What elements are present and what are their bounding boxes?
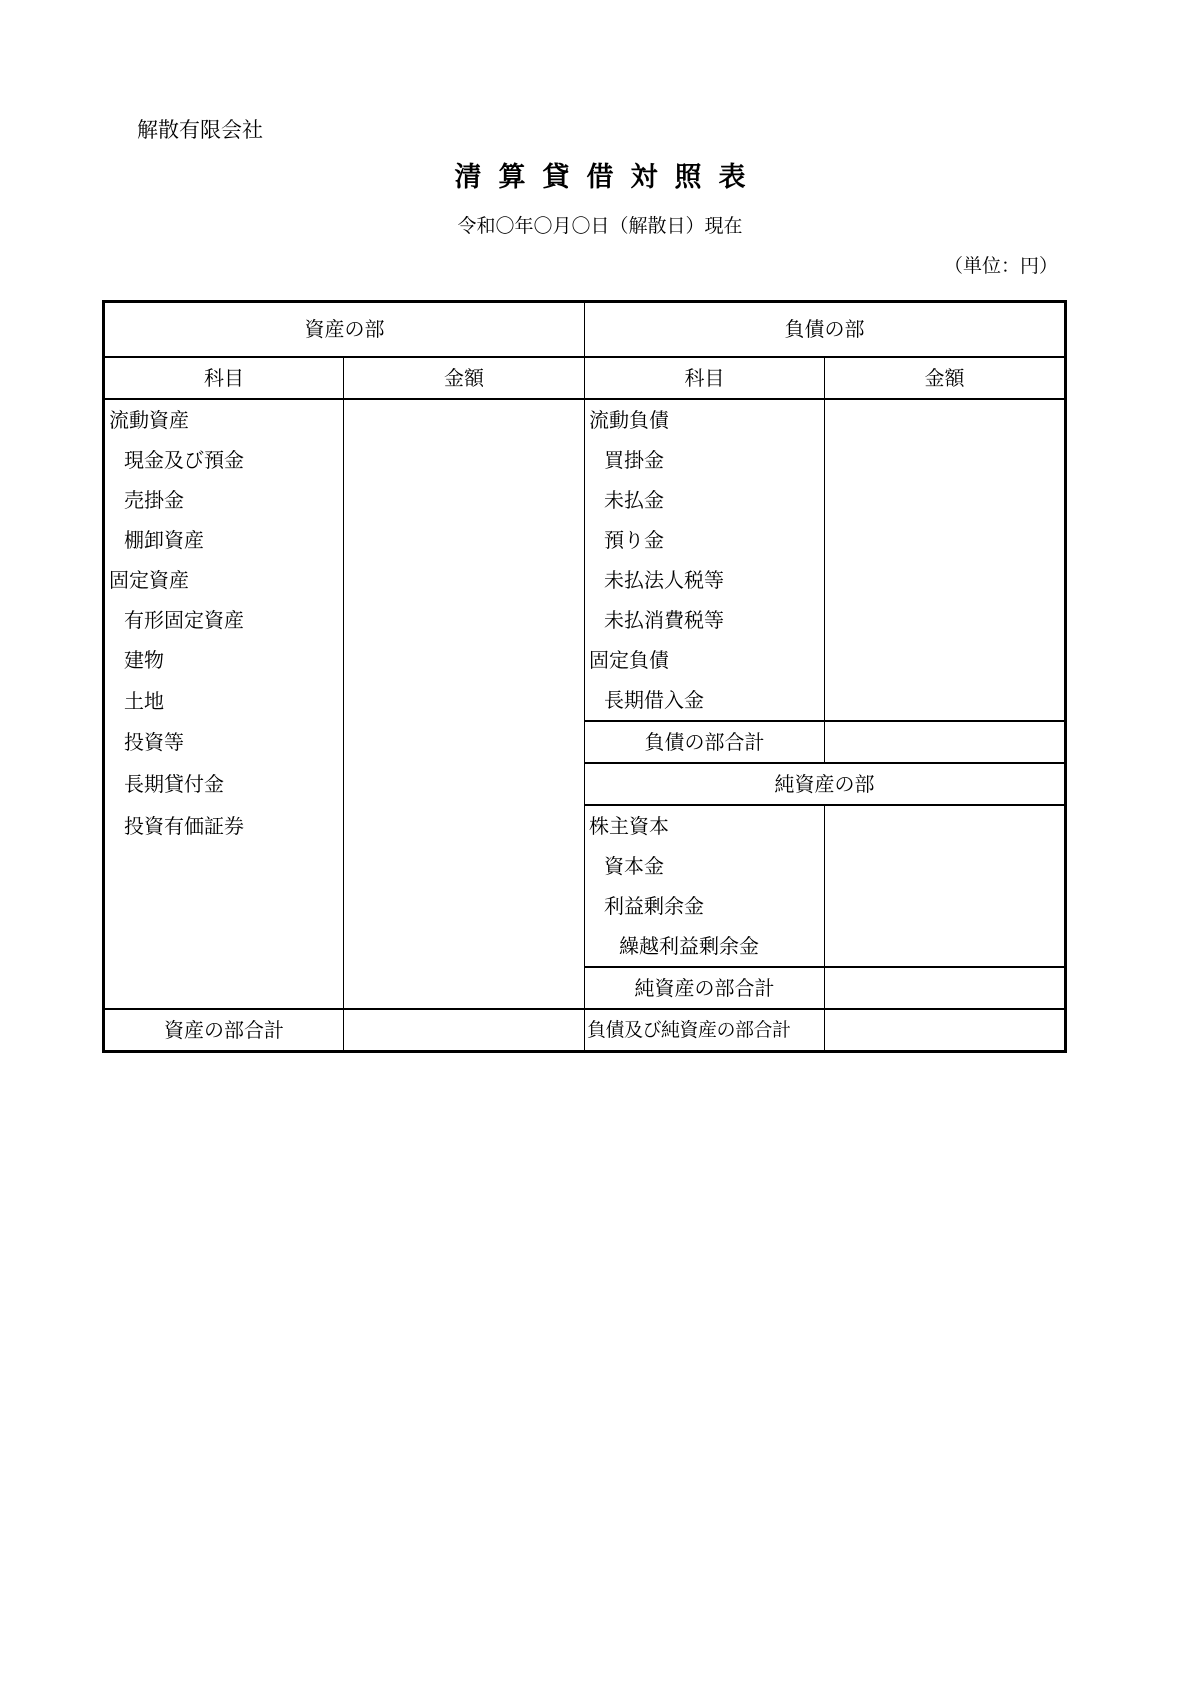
liability-item: 預り金 <box>585 520 825 560</box>
liability-item: 固定負債 <box>585 640 825 680</box>
net-assets-total-label: 純資産の部合計 <box>585 967 825 1009</box>
asset-item <box>104 967 344 1009</box>
liability-amount <box>825 399 1066 440</box>
assets-section-header: 資産の部 <box>104 302 585 358</box>
asset-item: 建物 <box>104 640 344 680</box>
liability-item: 未払金 <box>585 480 825 520</box>
asset-amount <box>344 805 585 846</box>
asset-item: 現金及び預金 <box>104 440 344 480</box>
asset-item <box>104 926 344 967</box>
asset-amount <box>344 763 585 805</box>
asset-item: 固定資産 <box>104 560 344 600</box>
balance-sheet-table <box>102 300 1067 1053</box>
liabilities-item-header: 科目 <box>585 357 825 399</box>
asset-item: 売掛金 <box>104 480 344 520</box>
assets-total-amount <box>344 1009 585 1052</box>
asset-amount <box>344 440 585 480</box>
liability-item: 流動負債 <box>585 399 825 440</box>
asset-amount <box>344 640 585 680</box>
liability-amount <box>825 480 1066 520</box>
asset-amount <box>344 926 585 967</box>
liability-item: 未払消費税等 <box>585 600 825 640</box>
unit-label: （単位：円） <box>943 255 1058 277</box>
net-asset-amount <box>825 846 1066 886</box>
asset-item: 流動資産 <box>104 399 344 440</box>
net-asset-amount <box>825 886 1066 926</box>
liability-item: 買掛金 <box>585 440 825 480</box>
liability-item: 未払法人税等 <box>585 560 825 600</box>
net-asset-amount <box>825 805 1066 846</box>
liability-amount <box>825 600 1066 640</box>
asset-amount <box>344 399 585 440</box>
liabilities-and-net-assets-total-label: 負債及び純資産の部合計 <box>585 1009 825 1052</box>
asset-item: 投資有価証券 <box>104 805 344 846</box>
net-asset-amount <box>825 926 1066 967</box>
asset-amount <box>344 886 585 926</box>
asset-item <box>104 886 344 926</box>
document-title: 清算貸借対照表 <box>454 162 763 193</box>
asset-amount <box>344 560 585 600</box>
asset-item: 土地 <box>104 680 344 721</box>
net-asset-item: 資本金 <box>585 846 825 886</box>
liability-amount <box>825 520 1066 560</box>
assets-item-header: 科目 <box>104 357 344 399</box>
asset-amount <box>344 600 585 640</box>
asset-item: 投資等 <box>104 721 344 763</box>
net-assets-total-amount <box>825 967 1066 1009</box>
liability-item: 長期借入金 <box>585 680 825 721</box>
assets-total-label: 資産の部合計 <box>104 1009 344 1052</box>
liability-amount <box>825 680 1066 721</box>
asset-item <box>104 846 344 886</box>
asset-amount <box>344 721 585 763</box>
asset-amount <box>344 967 585 1009</box>
net-asset-item: 株主資本 <box>585 805 825 846</box>
liabilities-total-label: 負債の部合計 <box>585 721 825 763</box>
liability-amount <box>825 640 1066 680</box>
liabilities-total-amount <box>825 721 1066 763</box>
liability-amount <box>825 440 1066 480</box>
asset-amount <box>344 846 585 886</box>
net-asset-item: 繰越利益剰余金 <box>585 926 825 967</box>
net-assets-section-header: 純資産の部 <box>585 763 1066 805</box>
asset-item: 棚卸資産 <box>104 520 344 560</box>
assets-amount-header: 金額 <box>344 357 585 399</box>
asset-amount <box>344 480 585 520</box>
liabilities-and-net-assets-total-amount <box>825 1009 1066 1052</box>
net-asset-item: 利益剰余金 <box>585 886 825 926</box>
liabilities-amount-header: 金額 <box>825 357 1066 399</box>
asset-amount <box>344 520 585 560</box>
asset-item: 長期貸付金 <box>104 763 344 805</box>
liability-amount <box>825 560 1066 600</box>
company-name: 解散有限会社 <box>137 118 263 142</box>
as-of-date: 令和〇年〇月〇日（解散日）現在 <box>457 215 743 237</box>
liabilities-section-header: 負債の部 <box>585 302 1066 358</box>
asset-item: 有形固定資産 <box>104 600 344 640</box>
asset-amount <box>344 680 585 721</box>
